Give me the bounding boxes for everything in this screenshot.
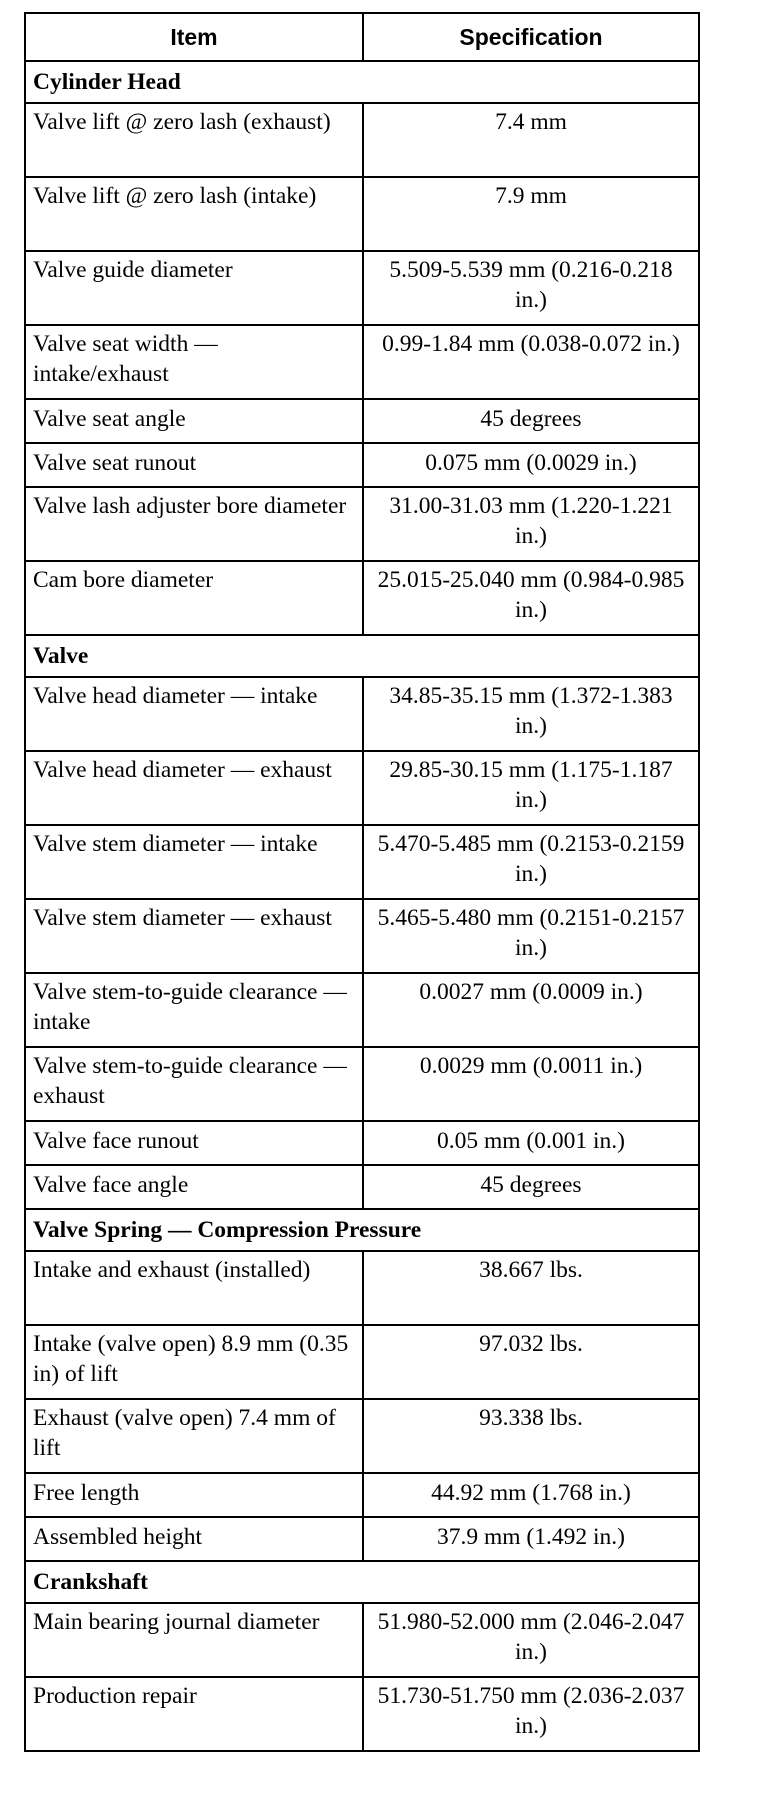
specification-cell: 5.465-5.480 mm (0.2151-0.2157 in.) (363, 899, 699, 973)
specification-cell: 51.730-51.750 mm (2.036-2.037 in.) (363, 1677, 699, 1751)
specification-cell: 34.85-35.15 mm (1.372-1.383 in.) (363, 677, 699, 751)
section-header-row (25, 1209, 699, 1251)
table-row (25, 399, 699, 443)
item-cell: Valve lift @ zero lash (intake) (25, 177, 363, 251)
item-cell: Valve head diameter — exhaust (25, 751, 363, 825)
specification-cell: 0.0029 mm (0.0011 in.) (363, 1047, 699, 1121)
section-title: Valve Spring — Compression Pressure (25, 1209, 699, 1251)
section-title: Cylinder Head (25, 61, 699, 103)
item-cell: Exhaust (valve open) 7.4 mm of lift (25, 1399, 363, 1473)
specification-cell: 45 degrees (363, 399, 699, 443)
specification-table (24, 12, 700, 1752)
table-row (25, 1121, 699, 1165)
specification-cell: 0.05 mm (0.001 in.) (363, 1121, 699, 1165)
specification-cell: 37.9 mm (1.492 in.) (363, 1517, 699, 1561)
table-row (25, 177, 699, 251)
item-cell: Main bearing journal diameter (25, 1603, 363, 1677)
item-cell: Assembled height (25, 1517, 363, 1561)
table-row (25, 1251, 699, 1325)
table-row (25, 1677, 699, 1751)
specification-cell: 7.9 mm (363, 177, 699, 251)
table-row (25, 561, 699, 635)
specification-cell: 97.032 lbs. (363, 1325, 699, 1399)
specification-cell: 25.015-25.040 mm (0.984-0.985 in.) (363, 561, 699, 635)
section-header-row (25, 1561, 699, 1603)
item-cell: Intake (valve open) 8.9 mm (0.35 in) of lift (25, 1325, 363, 1399)
table-row (25, 751, 699, 825)
specification-cell: 5.509-5.539 mm (0.216-0.218 in.) (363, 251, 699, 325)
table-row (25, 1325, 699, 1399)
item-cell: Valve seat runout (25, 443, 363, 487)
item-cell: Cam bore diameter (25, 561, 363, 635)
item-cell: Intake and exhaust (installed) (25, 1251, 363, 1325)
table-row (25, 677, 699, 751)
table-row (25, 251, 699, 325)
table-row (25, 1165, 699, 1209)
item-cell: Valve stem-to-guide clearance — intake (25, 973, 363, 1047)
table-row (25, 1517, 699, 1561)
item-cell: Free length (25, 1473, 363, 1517)
item-cell: Valve seat width — intake/exhaust (25, 325, 363, 399)
item-cell: Valve face runout (25, 1121, 363, 1165)
table-row (25, 1047, 699, 1121)
section-title: Valve (25, 635, 699, 677)
item-cell: Valve head diameter — intake (25, 677, 363, 751)
table-row (25, 1473, 699, 1517)
item-cell: Valve face angle (25, 1165, 363, 1209)
header-row (25, 13, 699, 61)
specification-cell: 7.4 mm (363, 103, 699, 177)
table-row (25, 487, 699, 561)
item-cell: Valve guide diameter (25, 251, 363, 325)
specification-cell: 0.99-1.84 mm (0.038-0.072 in.) (363, 325, 699, 399)
specification-cell: 31.00-31.03 mm (1.220-1.221 in.) (363, 487, 699, 561)
specification-cell: 44.92 mm (1.768 in.) (363, 1473, 699, 1517)
table-body (25, 61, 699, 1751)
item-cell: Valve lash adjuster bore diameter (25, 487, 363, 561)
table-row (25, 103, 699, 177)
table-row (25, 973, 699, 1047)
specification-cell: 93.338 lbs. (363, 1399, 699, 1473)
item-cell: Valve lift @ zero lash (exhaust) (25, 103, 363, 177)
section-header-row (25, 635, 699, 677)
table-row (25, 443, 699, 487)
item-cell: Production repair (25, 1677, 363, 1751)
table-row (25, 1399, 699, 1473)
item-cell: Valve seat angle (25, 399, 363, 443)
item-cell: Valve stem diameter — exhaust (25, 899, 363, 973)
specification-cell: 0.075 mm (0.0029 in.) (363, 443, 699, 487)
section-header-row (25, 61, 699, 103)
specification-cell: 5.470-5.485 mm (0.2153-0.2159 in.) (363, 825, 699, 899)
table-row (25, 825, 699, 899)
specification-cell: 45 degrees (363, 1165, 699, 1209)
table-row (25, 1603, 699, 1677)
specification-cell: 29.85-30.15 mm (1.175-1.187 in.) (363, 751, 699, 825)
column-header-item: Item (25, 13, 363, 61)
specification-cell: 38.667 lbs. (363, 1251, 699, 1325)
item-cell: Valve stem diameter — intake (25, 825, 363, 899)
column-header-specification: Specification (363, 13, 699, 61)
specification-cell: 51.980-52.000 mm (2.046-2.047 in.) (363, 1603, 699, 1677)
item-cell: Valve stem-to-guide clearance — exhaust (25, 1047, 363, 1121)
specification-cell: 0.0027 mm (0.0009 in.) (363, 973, 699, 1047)
table-row (25, 325, 699, 399)
section-title: Crankshaft (25, 1561, 699, 1603)
table-row (25, 899, 699, 973)
